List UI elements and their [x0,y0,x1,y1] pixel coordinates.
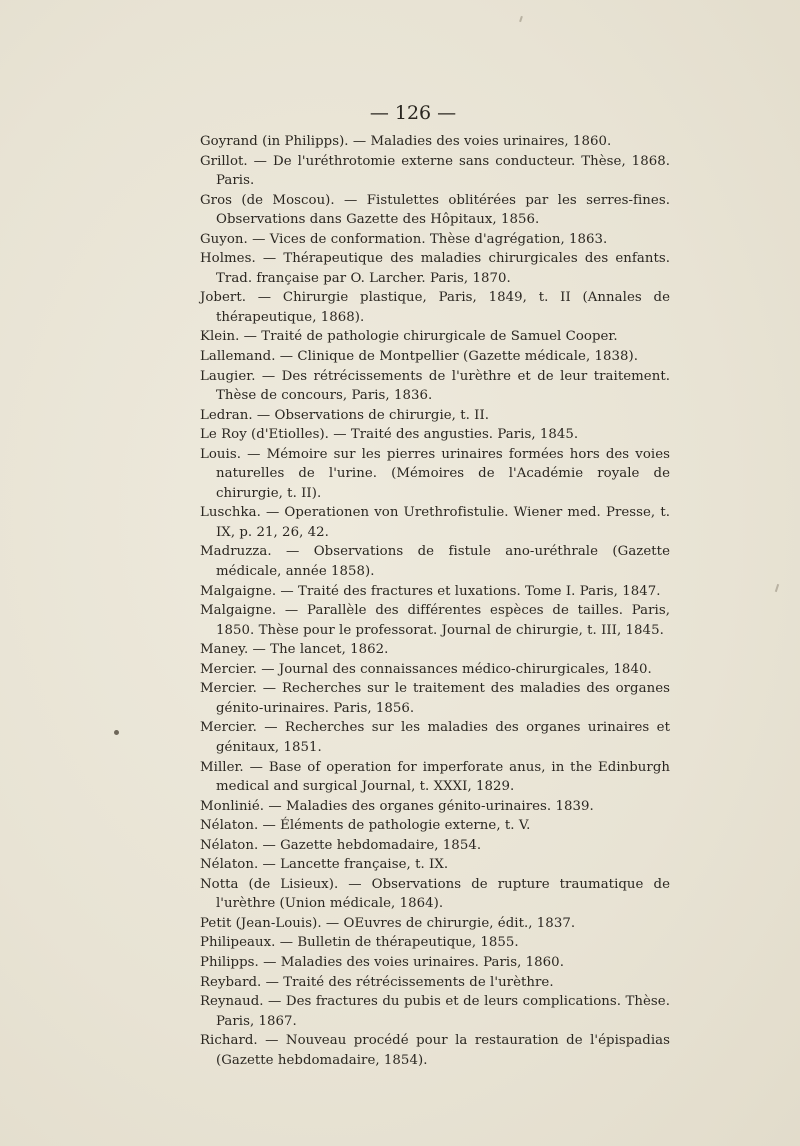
bibliography-entry: Le Roy (d'Etiolles). — Traité des angusties. Paris, 1845. [200,427,579,443]
bibliography-entry: Mercier. — Journal des connaissances médico-chirurgicales, 1840. [200,661,652,677]
bibliography-entry: Richard. — Nouveau procédé pour la restauration de l'épispadias (Gazette hebdomadaire, 1854). [200,1033,670,1068]
bibliography-entry: Goyrand (in Philipps). — Maladies des voies urinaires, 1860. [200,134,612,149]
bibliography-entry: Jobert. — Chirurgie plastique, Paris, 1849, t. II (Annales de thérapeutique, 1868). [200,290,670,325]
paper-blemish [775,584,779,592]
paper-blemish [519,16,523,22]
bibliography-entry: Nélaton. — Lancette française, t. IX. [200,857,449,873]
bibliography-entry: Klein. — Traité de pathologie chirurgicale de Samuel Cooper. [200,329,618,345]
bibliography-entry: Gros (de Moscou). — Fistulettes oblitérées par les serres-fines. Observations dans Gazette des Hôpitaux, 1856. [200,192,670,228]
bibliography-entry: Notta (de Lisieux). — Observations de rupture traumatique de l'urèthre (Union médicale, 1864). [200,876,670,912]
bibliography-entry: Luschka. — Operationen von Urethrofistulie. Wiener med. Presse, t. IX, p. 21, 26, 42. [200,505,670,540]
margin-ink-dot [114,730,119,735]
bibliography-entry: Nélaton. — Éléments de pathologie externe, t. V. [200,818,531,834]
bibliography-entry: Philipeaux. — Bulletin de thérapeutique, 1855. [200,935,519,951]
bibliography-entry: Petit (Jean-Louis). — OEuvres de chirurgie, édit., 1837. [200,915,576,931]
bibliography-entry: Malgaigne. — Traité des fractures et luxations. Tome I. Paris, 1847. [200,583,661,599]
bibliography-entry: Mercier. — Recherches sur le traitement des maladies des organes génito-urinaires. Paris, 1856. [200,681,670,716]
bibliography-entry: Louis. — Mémoire sur les pierres urinaires formées hors des voies naturelles de l'urine. (Mémoires de l'Académie royale de chirurgie, t. II). [200,446,670,501]
bibliography-entry: Ledran. — Observations de chirurgie, t. II. [200,407,490,423]
bibliography-entry: Reynaud. — Des fractures du pubis et de leurs complications. Thèse. Paris, 1867. [200,994,670,1029]
bibliography-entry: Holmes. — Thérapeutique des maladies chirurgicales des enfants. Trad. française par O. Larcher. Paris, 1870. [200,251,670,286]
bibliography-entry: Grillot. — De l'uréthrotomie externe sans conducteur. Thèse, 1868. Paris. [200,153,670,189]
bibliography-entry: Lallemand. — Clinique de Montpellier (Gazette médicale, 1838). [200,349,639,365]
page-number: — 126 — [369,102,457,124]
bibliography-entry: Laugier. — Des rétrécissements de l'urèthre et de leur traitement. Thèse de concours, Paris, 1836. [200,368,670,404]
bibliography-entry: Philipps. — Maladies des voies urinaires. Paris, 1860. [200,954,564,970]
bibliography-entry: Maney. — The lancet, 1862. [200,642,389,658]
bibliography-entry: Mercier. — Recherches sur les maladies des organes urinaires et génitaux, 1851. [200,720,670,755]
bibliography-entry: Guyon. — Vices de conformation. Thèse d'agrégation, 1863. [200,231,608,247]
bibliography-entry: Nélaton. — Gazette hebdomadaire, 1854. [200,837,482,853]
bibliography-entry: Madruzza. — Observations de fistule ano-uréthrale (Gazette médicale, année 1858). [200,544,670,580]
bibliography-entry: Monlinié. — Maladies des organes génito-urinaires. 1839. [200,798,594,814]
bibliography-entry: Miller. — Base of operation for imperforate anus, in the Edinburgh medical and surgical Journal, t. XXXI, 1829. [200,759,670,795]
bibliography-entry: Reybard. — Traité des rétrécissements de l'urèthre. [200,974,554,990]
bibliography-entry: Malgaigne. — Parallèle des différentes espèces de tailles. Paris, 1850. Thèse pour le professorat. Journal de chirurgie, t. III, 1845. [200,603,670,638]
bibliography-list [200,132,670,1070]
